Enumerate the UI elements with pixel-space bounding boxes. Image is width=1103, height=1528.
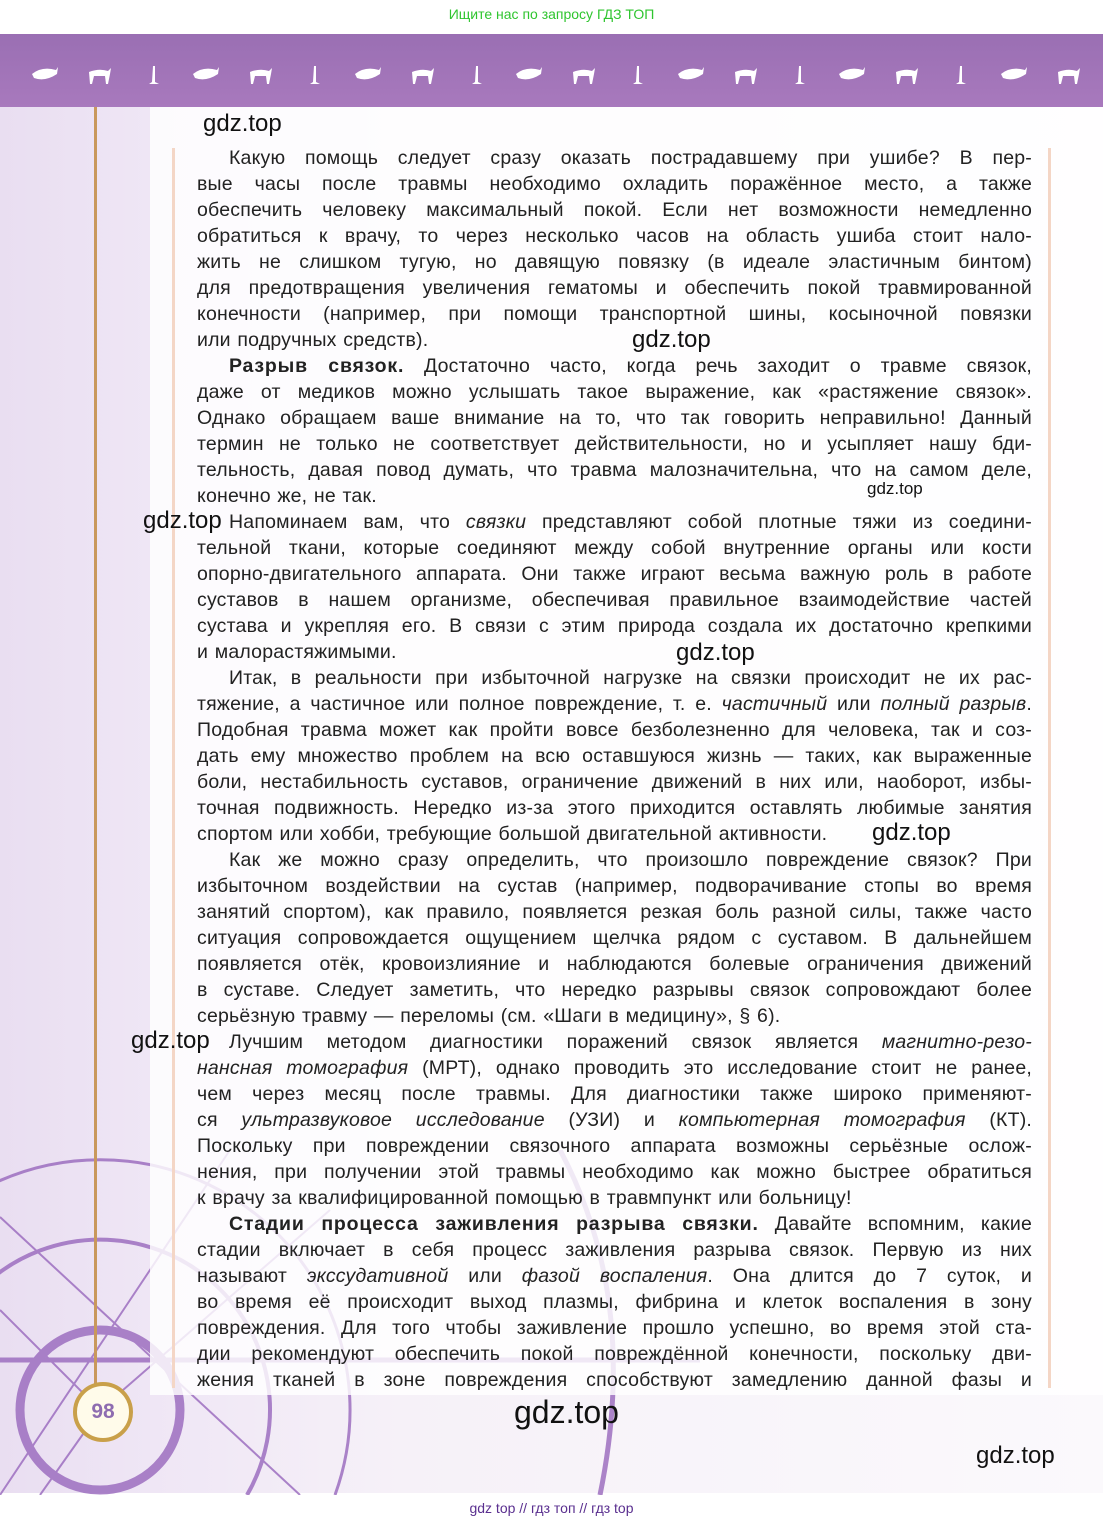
insect-icon (837, 64, 867, 86)
text-segment: термин не только не соответствует действительности, но и усыпляет нашу бди- (197, 433, 1032, 455)
text-line (197, 1133, 1032, 1159)
text-line (197, 405, 1032, 431)
text-segment: занятий спортом), как правило, появляется резкая боль разной силы, также часто (197, 901, 1032, 923)
text-line (197, 847, 1032, 873)
italic-term: ультразвуковое исследование (241, 1109, 545, 1131)
text-line (197, 431, 1032, 457)
text-segment: Поскольку при повреждении связочного аппарата возможны серьёзные ослож- (197, 1135, 1032, 1157)
text-segment: тяжение, а частичное или полное повреждение, т. е. (197, 693, 722, 715)
text-segment: жить не слишком тугую, но давящую повязку (в идеале эластичным бинтом) (197, 251, 1032, 273)
text-line (197, 353, 1032, 379)
text-segment: (МРТ), однако проводить это исследование стоит не ранее, (408, 1057, 1032, 1079)
search-hint: Ищите нас по запросу ГДЗ ТОП (448, 6, 655, 22)
text-segment: обеспечить человеку максимальный покой. Если нет возможности немедленно (197, 199, 1032, 221)
text-line (197, 639, 1032, 665)
text-segment: ситуация сопровождается ощущением щелчка рядом с суставом. В дальнейшем (197, 927, 1032, 949)
fish-icon (30, 64, 60, 86)
margin-line (94, 107, 97, 1397)
italic-term: связки (465, 511, 527, 533)
text-segment: боли, нестабильность суставов, ограничение движений в них или, наоборот, избы- (197, 771, 1032, 793)
text-line (197, 535, 1032, 561)
text-line (197, 1003, 1032, 1029)
watermark: gdz.top (131, 1027, 210, 1054)
footer-links: gdz top // гдз топ // гдз top (469, 1500, 634, 1516)
header-banner (0, 34, 1103, 107)
text-line (197, 301, 1032, 327)
text-segment: в суставе. Следует заметить, что нередко разрывы связок сопровождают более (197, 979, 1032, 1001)
text-line (197, 1211, 1032, 1237)
text-line (197, 171, 1032, 197)
text-line (197, 769, 1032, 795)
text-segment: или (827, 693, 881, 715)
text-segment: обратиться к врачу, то через несколько часов на область ушиба стоит нало- (197, 225, 1032, 247)
text-line (197, 873, 1032, 899)
text-segment: называют (197, 1265, 307, 1287)
text-segment: Итак, в реальности при избыточной нагрузке на связки происходит не их рас- (229, 667, 1032, 689)
watermark: gdz.top (514, 1394, 619, 1430)
text-segment: представляют собой плотные тяжи из соедини- (526, 511, 1032, 533)
text-line (197, 1315, 1032, 1341)
text-line (197, 1185, 1032, 1211)
cat-icon (299, 64, 329, 86)
text-line (197, 145, 1032, 171)
italic-term: компьютерная томография (678, 1109, 966, 1131)
text-line (197, 1029, 1032, 1055)
watermark: gdz.top (203, 110, 282, 137)
text-line (197, 1237, 1032, 1263)
text-segment: для предотвращения увеличения гематомы и обеспечить покой травмированной (197, 277, 1032, 299)
text-segment: Напоминаем вам, что (229, 511, 466, 533)
text-line (197, 1341, 1032, 1367)
text-segment: . Она длится до 7 суток, и (707, 1265, 1033, 1287)
text-segment: появляется отёк, кровоизлияние и наблюдаются болевые ограничения движений (197, 953, 1032, 975)
text-line (197, 327, 1032, 353)
text-segment: Однако обращаем ваше внимание на то, что так говорить неправильно! Данный (197, 407, 1032, 429)
bird-icon (353, 64, 383, 86)
text-segment: стадии включает в себя процесс заживления разрыва связок. Первую из них (197, 1239, 1032, 1261)
watermark: gdz.top (976, 1442, 1055, 1469)
text-segment: ся (197, 1109, 242, 1131)
text-segment: или подручных средств). (197, 329, 429, 351)
text-segment: . (1026, 693, 1032, 715)
text-segment: или (448, 1265, 522, 1287)
fish-icon (676, 64, 706, 86)
watermark: gdz.top (143, 507, 222, 534)
bison-icon (461, 64, 491, 86)
text-segment: (КТ). (965, 1109, 1033, 1131)
watermark: gdz.top (676, 639, 755, 666)
text-segment: Лучшим методом диагностики поражений связок является (229, 1031, 882, 1053)
text-segment: чем через месяц после травмы. Для диагностики также широко применяют- (197, 1083, 1032, 1105)
text-line (197, 587, 1032, 613)
text-line (197, 1159, 1032, 1185)
text-segment: во время её происходит выход плазмы, фибрина и клеток воспаления в зону (197, 1291, 1032, 1313)
text-line (197, 743, 1032, 769)
text-segment: Как же можно сразу определить, что произошло повреждение связок? При (229, 849, 1032, 871)
text-segment: дать ему множество проблем на всю оставшуюся жизнь — таких, как выраженные (197, 745, 1032, 767)
watermark: gdz.top (867, 479, 923, 498)
text-segment: к врачу за квалифицированной помощью в травмпункт или больницу! (197, 1187, 852, 1209)
italic-term: фазой воспаления (521, 1265, 708, 1287)
text-segment: даже от медиков можно услышать такое выражение, как «растяжение связок». (197, 381, 1032, 403)
text-segment: избыточном воздействии на сустав (например, подворачивание стопы во время (197, 875, 1032, 897)
text-line (197, 665, 1032, 691)
text-line (197, 379, 1032, 405)
cat-icon (945, 64, 975, 86)
giraffe-icon (138, 64, 168, 86)
text-line (197, 249, 1032, 275)
left-border (172, 148, 175, 1388)
text-segment: Достаточно часто, когда речь заходит о травме связок, (404, 355, 1032, 377)
text-line (197, 925, 1032, 951)
text-line (197, 561, 1032, 587)
giraffe-icon (784, 64, 814, 86)
text-segment: суставов в нашем организме, обеспечивая правильное взаимодействие частей (197, 589, 1032, 611)
text-line (197, 1289, 1032, 1315)
text-line (197, 795, 1032, 821)
italic-term: экссудативной (306, 1265, 449, 1287)
italic-term: полный разрыв (880, 693, 1027, 715)
text-segment: опорно-двигательного аппарата. Они также играют весьма важную роль в работе (197, 563, 1032, 585)
text-line (197, 1367, 1032, 1393)
text-segment: (УЗИ) и (544, 1109, 679, 1131)
goat-icon (730, 64, 760, 86)
text-segment: жения тканей в зоне повреждения способствуют замедлению данной фазы и (197, 1369, 1032, 1391)
text-segment: и малорастяжимыми. (197, 641, 397, 663)
swallow-icon (622, 64, 652, 86)
insect-icon (191, 64, 221, 86)
text-line (197, 1055, 1032, 1081)
butterfly-icon (407, 64, 437, 86)
butterfly-icon (1053, 64, 1083, 86)
text-segment: дии рекомендуют обеспечить покой повреждённой конечности, поскольку дви- (197, 1343, 1032, 1365)
italic-term: нансная томография (197, 1057, 409, 1079)
text-line (197, 977, 1032, 1003)
text-segment: сустава и укрепляя его. В связи с этим природа создала их достаточно крепкими (197, 615, 1032, 637)
text-line (197, 951, 1032, 977)
boar-icon (245, 64, 275, 86)
bold-heading: Стадии процесса заживления разрыва связки. (229, 1213, 759, 1235)
text-line (197, 509, 1032, 535)
page-number: 98 (73, 1382, 133, 1442)
text-segment: Какую помощь следует сразу оказать пострадавшему при ушибе? В пер- (229, 147, 1032, 169)
text-segment: тельной ткани, которые соединяют между собой внутренние органы или кости (197, 537, 1032, 559)
text-segment: серьёзную травму — переломы (см. «Шаги в медицину», § 6). (197, 1005, 781, 1027)
text-line (197, 1107, 1032, 1133)
text-line (197, 691, 1032, 717)
text-line (197, 197, 1032, 223)
text-segment: конечности (например, при помощи транспортной шины, косыночной повязки (197, 303, 1032, 325)
text-line (197, 899, 1032, 925)
bird-icon (999, 64, 1029, 86)
text-segment: нения, при получении этой травмы необходимо как можно быстрее обратиться (197, 1161, 1032, 1183)
text-segment: конечно же, не так. (197, 485, 377, 507)
boar-icon (891, 64, 921, 86)
text-segment: тельность, давая повод думать, что травма малозначительна, что на самом деле, (197, 459, 1032, 481)
watermark: gdz.top (872, 819, 951, 846)
text-segment: повреждения. Для того чтобы заживление прошло успешно, во время этой ста- (197, 1317, 1032, 1339)
text-line (197, 223, 1032, 249)
watermark: gdz.top (632, 326, 711, 353)
italic-term: частичный (721, 693, 828, 715)
goat-icon (84, 64, 114, 86)
text-segment: Давайте вспомним, какие (758, 1213, 1032, 1235)
text-line (197, 1263, 1032, 1289)
text-segment: вые часы после травмы необходимо охладить поражённое место, а также (197, 173, 1032, 195)
body-text (197, 145, 1032, 1393)
right-border (1048, 148, 1051, 1388)
text-segment: Подобная травма может как пройти вовсе безболезненно для человека, так и соз- (197, 719, 1032, 741)
bold-heading: Разрыв связок. (229, 355, 405, 377)
text-line (197, 275, 1032, 301)
text-line (197, 717, 1032, 743)
text-segment: спортом или хобби, требующие большой двигательной активности. (197, 823, 828, 845)
text-segment: точная подвижность. Нередко из-за этого приходится оставлять любимые занятия (197, 797, 1032, 819)
horse-icon (568, 64, 598, 86)
animal-silhouettes (30, 64, 1083, 86)
text-line (197, 1081, 1032, 1107)
text-line (197, 613, 1032, 639)
scorpion-icon (514, 64, 544, 86)
italic-term: магнитно-резо- (881, 1031, 1032, 1053)
